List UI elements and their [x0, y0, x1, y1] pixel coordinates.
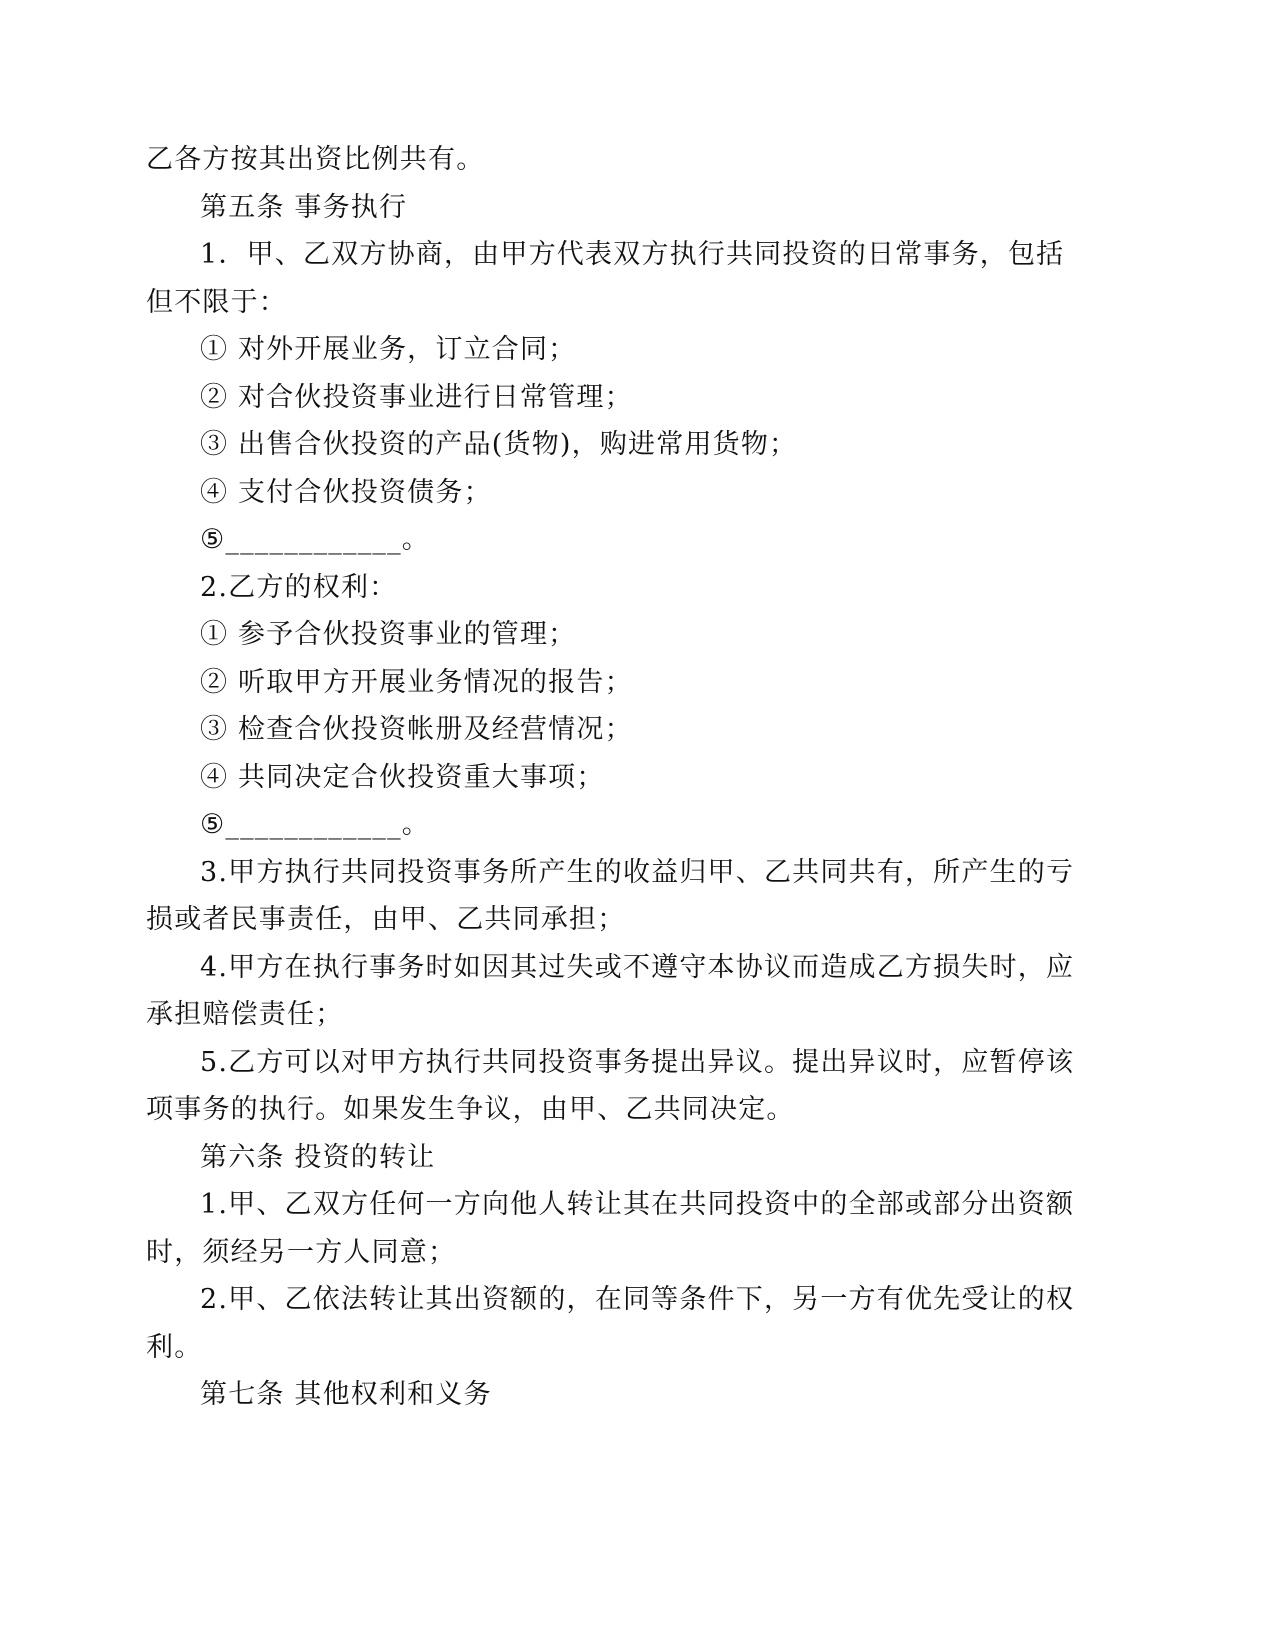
- list-item: ④ 共同决定合伙投资重大事项；: [200, 761, 605, 793]
- text-line: 损或者民事责任，由甲、乙共同承担；: [146, 904, 626, 935]
- text-line: 乙各方按其出资比例共有。: [146, 144, 485, 175]
- text-line: 5.乙方可以对甲方执行共同投资事务提出异议。提出异议时，应暂停该: [200, 1046, 1075, 1078]
- article-heading: 第六条 投资的转让: [200, 1141, 436, 1173]
- text-line: 2.乙方的权利：: [200, 571, 398, 603]
- list-item-blank: ⑤____________。: [200, 524, 431, 555]
- text-line: 项事务的执行。如果发生争议，由甲、乙共同决定。: [146, 1094, 795, 1125]
- text-line: 2.甲、乙依法转让其出资额的，在同等条件下，另一方有优先受让的权: [200, 1284, 1075, 1315]
- list-item: ① 对外开展业务，订立合同；: [200, 334, 577, 365]
- text-line: 3.甲方执行共同投资事务所产生的收益归甲、乙共同共有，所产生的亏: [200, 856, 1075, 888]
- text-line: 利。: [146, 1331, 203, 1363]
- text-line: 承担赔偿责任；: [146, 999, 344, 1030]
- list-item-blank: ⑤____________。: [200, 809, 431, 840]
- article-heading: 第五条 事务执行: [200, 191, 408, 223]
- list-item: ② 听取甲方开展业务情况的报告；: [200, 666, 633, 698]
- text-line: 时，须经另一方人同意；: [146, 1236, 457, 1268]
- list-item: ② 对合伙投资事业进行日常管理；: [200, 381, 633, 413]
- list-item: ③ 出售合伙投资的产品(货物)，购进常用货物；: [200, 429, 798, 460]
- text-line: 4.甲方在执行事务时如因其过失或不遵守本协议而造成乙方损失时，应: [200, 951, 1075, 983]
- document-page: [146, 136, 1075, 1419]
- text-line: 1.甲、乙双方任何一方向他人转让其在共同投资中的全部或部分出资额: [200, 1189, 1075, 1220]
- text-line: 但不限于：: [146, 286, 287, 318]
- list-item: ① 参予合伙投资事业的管理；: [200, 619, 577, 650]
- article-heading: 第七条 其他权利和义务: [200, 1379, 492, 1410]
- list-item: ④ 支付合伙投资债务；: [200, 476, 492, 508]
- text-line: 1．甲、乙双方协商，由甲方代表双方执行共同投资的日常事务，包括: [200, 239, 1065, 270]
- list-item: ③ 检查合伙投资帐册及经营情况；: [200, 714, 633, 745]
